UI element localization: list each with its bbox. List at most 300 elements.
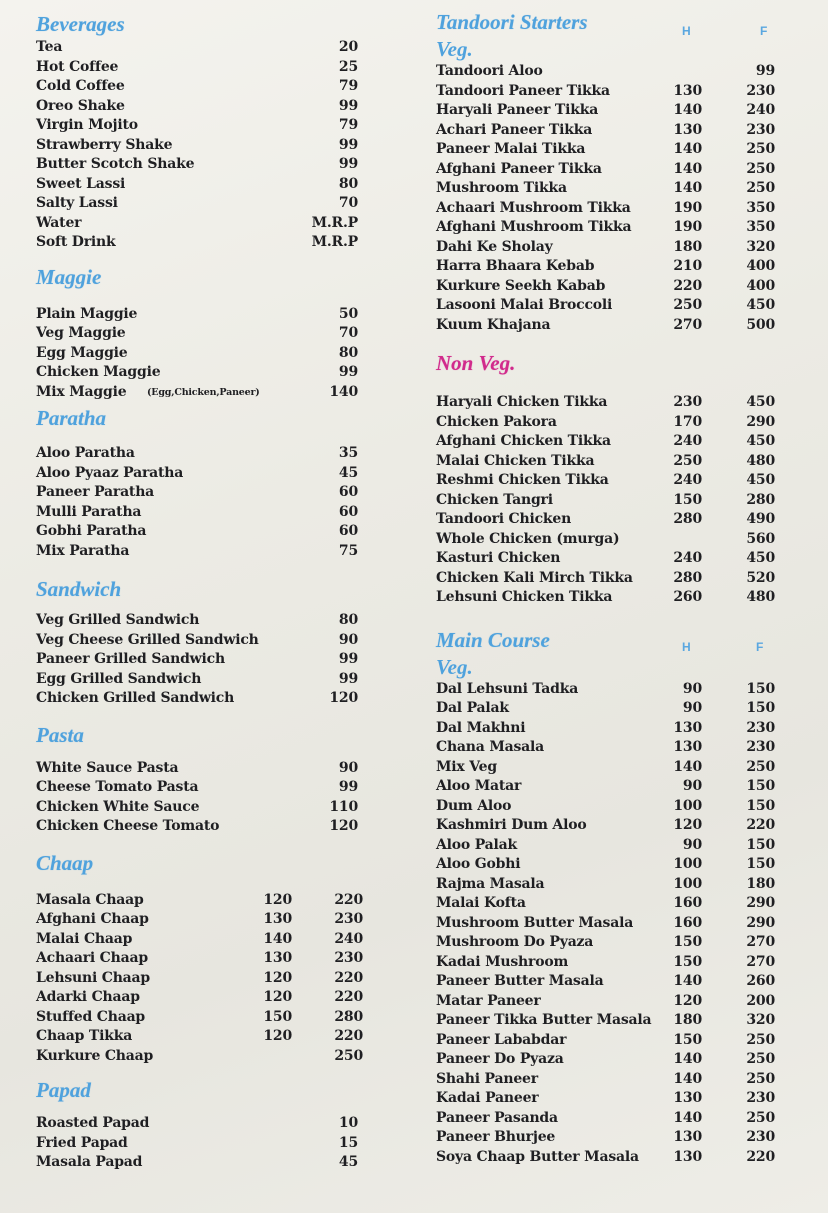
menu-item-name: Butter Scotch Shake	[36, 156, 195, 172]
menu-item-full-price: 240	[746, 102, 775, 118]
menu-item-price: 25	[338, 58, 358, 75]
sandwich-section	[36, 575, 366, 709]
menu-item-price: 120	[329, 818, 358, 834]
menu-item-name: White Sauce Pasta	[36, 759, 179, 776]
menu-item-full-price: 230	[746, 82, 775, 99]
menu-item-full-price: 230	[746, 739, 775, 755]
menu-item	[36, 214, 366, 234]
menu-item-half-price: 140	[673, 973, 702, 989]
menu-item-half-price: 130	[673, 1090, 702, 1106]
menu-item-half-price: 250	[673, 452, 702, 469]
menu-item-full-price: 250	[746, 141, 775, 157]
menu-item-name: Virgin Mojito	[36, 117, 138, 133]
menu-item-name: Paneer Paratha	[36, 484, 155, 500]
menu-item-full-price: 150	[746, 700, 775, 716]
menu-item	[436, 875, 781, 895]
menu-item-full-price: 450	[746, 297, 775, 313]
menu-item	[436, 471, 781, 491]
menu-item	[436, 1011, 781, 1031]
menu-item-half-price: 100	[673, 875, 702, 892]
section-title-chaap: Chaap	[36, 850, 94, 875]
menu-item-full-price: 290	[746, 895, 775, 911]
menu-item	[436, 1128, 781, 1148]
subsection-title-tandoori-veg: Veg.	[436, 37, 473, 61]
menu-item-full-price: 250	[746, 1070, 775, 1087]
menu-item-half-price: 150	[673, 491, 702, 508]
menu-item-full-price: 450	[746, 433, 775, 449]
menu-item-half-price: 140	[673, 160, 702, 177]
menu-item-half-price: 130	[263, 950, 292, 966]
menu-item-name: Shahi Paneer	[436, 1070, 538, 1087]
menu-item	[436, 432, 781, 452]
menu-item-full-price: 150	[746, 836, 775, 853]
menu-item	[36, 58, 366, 78]
menu-item-name: Masala Papad	[36, 1154, 143, 1170]
menu-item-price: 80	[338, 612, 358, 628]
menu-item-price: 45	[338, 464, 358, 481]
menu-item	[436, 972, 781, 992]
menu-item-name: Egg Grilled Sandwich	[36, 670, 202, 687]
menu-item-name: Paneer Malai Tikka	[436, 141, 586, 157]
menu-item-full-price: 230	[746, 1129, 775, 1145]
menu-item-name: Adarki Chaap	[36, 989, 140, 1005]
menu-item-name: Chana Masala	[436, 739, 545, 755]
menu-item-half-price: 130	[673, 1148, 702, 1165]
menu-item-full-price: 150	[746, 778, 775, 794]
section-title-sandwich: Sandwich	[36, 577, 122, 601]
menu-item	[436, 1050, 781, 1070]
menu-item-name: Veg Cheese Grilled Sandwich	[36, 631, 259, 648]
menu-item-price: 99	[338, 97, 358, 114]
menu-item-half-price: 90	[682, 836, 702, 853]
menu-item-name: Kurkure Chaap	[36, 1047, 154, 1064]
menu-item	[436, 160, 781, 180]
menu-item-name: Sweet Lassi	[36, 175, 126, 192]
menu-item-price: 99	[338, 670, 358, 687]
menu-item	[36, 631, 366, 651]
menu-item	[436, 836, 781, 856]
menu-item-name: Kadai Mushroom	[436, 953, 569, 970]
menu-item	[36, 798, 366, 818]
menu-item-full-price: 270	[746, 934, 775, 950]
menu-item-half-price: 240	[673, 472, 702, 488]
menu-item-price: 10	[338, 1115, 358, 1131]
menu-item	[36, 759, 366, 779]
menu-item-full-price: 180	[746, 875, 775, 892]
menu-item-name: Achaari Chaap	[36, 950, 148, 966]
menu-item-name: Mushroom Butter Masala	[436, 914, 634, 931]
menu-item-full-price: 490	[746, 511, 775, 527]
menu-item-half-price: 230	[673, 394, 702, 410]
menu-item-name: Reshmi Chicken Tikka	[436, 472, 609, 488]
menu-item	[36, 1047, 366, 1067]
menu-item-price: 99	[338, 156, 358, 172]
subsection-title-main-veg: Veg.	[436, 654, 473, 679]
menu-item-half-price: 140	[673, 141, 702, 157]
menu-item	[36, 969, 366, 989]
menu-item-price: 140	[329, 383, 358, 400]
menu-item-half-price: 120	[263, 989, 292, 1005]
section-title-pasta: Pasta	[36, 722, 84, 747]
menu-item-name: Aloo Pyaaz Paratha	[36, 464, 184, 481]
menu-item-name: Paneer Butter Masala	[436, 973, 604, 989]
menu-item-half-price: 180	[673, 1012, 702, 1028]
menu-item	[436, 1070, 781, 1090]
beverages-section	[36, 10, 366, 253]
menu-item	[36, 444, 366, 464]
menu-item-half-price: 130	[673, 82, 702, 99]
menu-item-full-price: 250	[746, 160, 775, 177]
menu-item	[36, 689, 366, 709]
menu-item-half-price: 150	[673, 1031, 702, 1048]
menu-item	[36, 988, 366, 1008]
menu-item-name: Paneer Do Pyaza	[436, 1051, 564, 1067]
menu-item	[436, 1109, 781, 1129]
menu-item-full-price: 150	[746, 856, 775, 872]
menu-item-name: Harra Bhaara Kebab	[436, 258, 595, 274]
menu-item	[436, 1089, 781, 1109]
menu-item-name: Paneer Pasanda	[436, 1109, 558, 1126]
menu-item	[36, 116, 366, 136]
menu-item-half-price: 120	[263, 891, 292, 908]
menu-item-full-price: 280	[334, 1008, 363, 1025]
menu-item-name: Paneer Grilled Sandwich	[36, 651, 225, 667]
menu-item-name: Chicken Kali Mirch Tikka	[436, 569, 633, 586]
menu-item	[36, 891, 366, 911]
section-title-main-course: Main Course	[436, 627, 550, 652]
menu-item-full-price: 230	[746, 719, 775, 736]
menu-item	[436, 101, 781, 121]
menu-item	[36, 778, 366, 798]
menu-item	[36, 233, 366, 253]
menu-item-name: Chicken Maggie	[36, 364, 161, 380]
menu-item	[436, 316, 781, 336]
menu-item-full-price: 260	[746, 973, 775, 989]
menu-item-name: Dahi Ke Sholay	[436, 238, 553, 255]
menu-item-name: Achari Paneer Tikka	[436, 121, 593, 138]
menu-item-price: 70	[338, 325, 358, 341]
menu-item-name: Malai Chicken Tikka	[436, 452, 595, 469]
menu-item	[436, 569, 781, 589]
menu-item-name: Tandoori Chicken	[436, 511, 572, 527]
menu-item-full-price: 480	[746, 452, 775, 469]
menu-item-name: Aloo Gobhi	[436, 856, 521, 872]
menu-item-name: Paneer Tikka Butter Masala	[436, 1012, 652, 1028]
menu-item-half-price: 140	[673, 1051, 702, 1067]
menu-item-name: Mix Paratha	[36, 542, 130, 559]
menu-item	[436, 914, 781, 934]
menu-item-name: Mushroom Tikka	[436, 180, 567, 196]
menu-item-name: Kurkure Seekh Kabab	[436, 277, 606, 294]
menu-item-half-price: 280	[673, 569, 702, 586]
menu-item-price: 90	[338, 631, 358, 648]
half-header: H	[682, 24, 691, 38]
menu-item-half-price: 130	[673, 719, 702, 736]
menu-item	[436, 738, 781, 758]
menu-item-price: 99	[338, 651, 358, 667]
menu-item-half-price: 120	[673, 817, 702, 833]
menu-item-name: Rajma Masala	[436, 875, 545, 892]
menu-item-name: Dum Aloo	[436, 797, 512, 814]
section-title-papad: Papad	[36, 1078, 91, 1102]
menu-item	[436, 855, 781, 875]
menu-item	[36, 542, 366, 562]
menu-item-full-price: 220	[334, 969, 363, 986]
menu-item-name: Afghani Chicken Tikka	[436, 433, 611, 449]
menu-item-price: M.R.P	[311, 214, 358, 231]
menu-item	[436, 699, 781, 719]
menu-item-price: 15	[338, 1134, 358, 1151]
menu-item	[36, 136, 366, 156]
menu-item-half-price: 240	[673, 433, 702, 449]
menu-item	[436, 238, 781, 258]
main-course-section	[436, 626, 781, 1168]
menu-item	[436, 530, 781, 550]
menu-item	[36, 1114, 366, 1134]
section-title-tandoori-starters: Tandoori Starters	[436, 10, 588, 34]
menu-item-name: Mushroom Do Pyaza	[436, 934, 594, 950]
menu-item	[36, 155, 366, 175]
menu-item-full-price: 220	[334, 891, 363, 908]
menu-item-price: 60	[338, 484, 358, 500]
menu-item-full-price: 99	[755, 63, 775, 79]
menu-item-name: Soft Drink	[36, 234, 116, 250]
menu-item-price: 60	[338, 523, 358, 539]
menu-item-price: 80	[338, 344, 358, 361]
main-half-header: H	[682, 639, 691, 654]
menu-item-name: Cold Coffee	[36, 78, 125, 94]
menu-item-price: 20	[338, 39, 358, 55]
menu-item-name: Lasooni Malai Broccoli	[436, 297, 613, 313]
menu-item	[36, 363, 366, 383]
menu-item-full-price: 230	[746, 121, 775, 138]
menu-item-full-price: 230	[746, 1090, 775, 1106]
menu-item-full-price: 500	[746, 316, 775, 333]
menu-item-note: (Egg,Chicken,Paneer)	[147, 386, 260, 398]
section-title-maggie: Maggie	[36, 264, 102, 289]
menu-item-name: Malai Kofta	[436, 895, 526, 911]
menu-item	[36, 483, 366, 503]
menu-item-price: 45	[338, 1154, 358, 1170]
menu-item	[36, 38, 366, 58]
menu-item-name: Mix Maggie	[36, 383, 127, 400]
menu-item-half-price: 90	[682, 778, 702, 794]
menu-item-name: Dal Makhni	[436, 719, 526, 736]
menu-item	[436, 1148, 781, 1168]
menu-item	[436, 1031, 781, 1051]
menu-item-half-price: 210	[673, 258, 702, 274]
menu-item-half-price: 260	[673, 589, 702, 605]
menu-item-half-price: 190	[673, 219, 702, 235]
menu-item-full-price: 200	[746, 992, 775, 1009]
menu-item	[36, 522, 366, 542]
menu-item-name: Haryali Paneer Tikka	[436, 102, 599, 118]
menu-item-name: Plain Maggie	[36, 305, 138, 322]
menu-item-full-price: 250	[334, 1047, 363, 1064]
menu-item-half-price: 280	[673, 511, 702, 527]
menu-item-name: Lehsuni Chicken Tikka	[436, 589, 613, 605]
menu-item-full-price: 400	[746, 277, 775, 294]
menu-item	[436, 953, 781, 973]
menu-item-name: Chicken Pakora	[436, 413, 557, 430]
menu-item-name: Aloo Matar	[436, 778, 522, 794]
menu-item-half-price: 170	[673, 413, 702, 430]
menu-item-full-price: 250	[746, 1051, 775, 1067]
menu-item-name: Chicken White Sauce	[36, 798, 200, 815]
main-full-header: F	[756, 639, 764, 654]
menu-item-name: Afghani Chaap	[36, 911, 149, 927]
menu-item-half-price: 120	[673, 992, 702, 1009]
menu-item	[436, 549, 781, 569]
menu-item-full-price: 450	[746, 472, 775, 488]
menu-item-price: 90	[338, 759, 358, 776]
menu-item-price: 79	[338, 117, 358, 133]
menu-item-name: Mulli Paratha	[36, 503, 142, 520]
chaap-section	[36, 849, 366, 1067]
menu-item-price: 75	[338, 542, 358, 559]
menu-item	[436, 491, 781, 511]
menu-item-half-price: 140	[673, 102, 702, 118]
menu-item-half-price: 140	[673, 1109, 702, 1126]
menu-item	[436, 296, 781, 316]
menu-item-half-price: 100	[673, 856, 702, 872]
menu-item-half-price: 150	[673, 953, 702, 970]
menu-item-name: Veg Maggie	[36, 325, 126, 341]
menu-item-name: Kadai Paneer	[436, 1090, 539, 1106]
menu-item-full-price: 220	[334, 989, 363, 1005]
menu-item-name: Tandoori Aloo	[436, 63, 543, 79]
paratha-section	[36, 404, 366, 561]
menu-item-full-price: 220	[746, 1148, 775, 1165]
menu-item-price: 99	[338, 364, 358, 380]
menu-item	[36, 910, 366, 930]
menu-item-name: Masala Chaap	[36, 891, 144, 908]
menu-item-half-price: 130	[263, 911, 292, 927]
menu-item-half-price: 120	[263, 1028, 292, 1044]
menu-item	[436, 680, 781, 700]
menu-item	[36, 817, 366, 837]
menu-item	[36, 464, 366, 484]
menu-item	[36, 1008, 366, 1028]
menu-item-full-price: 250	[746, 1031, 775, 1048]
menu-item	[36, 1027, 366, 1047]
menu-item-name: Tandoori Paneer Tikka	[436, 82, 610, 99]
menu-item-price: 99	[338, 136, 358, 153]
menu-item-price: 110	[329, 798, 358, 815]
full-header: F	[760, 24, 768, 38]
menu-item-price: 60	[338, 503, 358, 520]
menu-item	[436, 797, 781, 817]
menu-item	[436, 179, 781, 199]
menu-item-name: Chicken Grilled Sandwich	[36, 690, 235, 706]
menu-item-name: Fried Papad	[36, 1134, 128, 1151]
menu-item-full-price: 400	[746, 258, 775, 274]
menu-item	[436, 933, 781, 953]
menu-item-name: Kashmiri Dum Aloo	[436, 817, 587, 833]
menu-item-name: Cheese Tomato Pasta	[36, 779, 199, 795]
menu-item	[36, 324, 366, 344]
menu-item-name: Lehsuni Chaap	[36, 969, 151, 986]
menu-item-name: Stuffed Chaap	[36, 1008, 146, 1025]
menu-item-half-price: 180	[673, 238, 702, 255]
menu-item-full-price: 220	[334, 1028, 363, 1044]
menu-item-name: Aloo Palak	[436, 836, 518, 853]
menu-item-price: 80	[338, 175, 358, 192]
menu-item-price: 35	[338, 445, 358, 461]
menu-item	[36, 611, 366, 631]
menu-item-half-price: 140	[673, 180, 702, 196]
menu-item-name: Chaap Tikka	[36, 1028, 133, 1044]
menu-item-name: Tea	[36, 39, 63, 55]
menu-item-full-price: 480	[746, 589, 775, 605]
menu-item-full-price: 520	[746, 569, 775, 586]
menu-item-full-price: 230	[334, 950, 363, 966]
menu-item-name: Mix Veg	[436, 758, 497, 775]
menu-item-name: Dal Lehsuni Tadka	[436, 680, 579, 697]
menu-item-half-price: 190	[673, 199, 702, 216]
menu-item-price: 50	[338, 305, 358, 322]
menu-item	[36, 949, 366, 969]
menu-item-name: Haryali Chicken Tikka	[436, 394, 608, 410]
menu-item	[36, 670, 366, 690]
menu-item-half-price: 90	[682, 680, 702, 697]
papad-section	[36, 1076, 366, 1173]
menu-item-name: Oreo Shake	[36, 97, 125, 114]
menu-item	[436, 816, 781, 836]
subsection-title-tandoori-nonveg: Non Veg.	[436, 351, 516, 375]
menu-item	[436, 393, 781, 413]
menu-item-full-price: 320	[746, 1012, 775, 1028]
tandoori-starters-section	[436, 8, 781, 608]
menu-item	[436, 218, 781, 238]
menu-item-full-price: 350	[746, 219, 775, 235]
menu-item-name: Paneer Lababdar	[436, 1031, 567, 1048]
menu-item-full-price: 280	[746, 491, 775, 508]
menu-item-name: Strawberry Shake	[36, 136, 173, 153]
menu-item-name: Whole Chicken (murga)	[436, 530, 620, 547]
menu-item-full-price: 270	[746, 953, 775, 970]
menu-item-price: 99	[338, 779, 358, 795]
menu-item-name: Hot Coffee	[36, 58, 119, 75]
menu-item	[436, 82, 781, 102]
menu-item-full-price: 450	[746, 550, 775, 566]
menu-item-half-price: 130	[673, 121, 702, 138]
menu-item-price: 70	[338, 195, 358, 211]
menu-item-half-price: 160	[673, 914, 702, 931]
menu-item	[36, 930, 366, 950]
menu-item	[436, 758, 781, 778]
menu-item-name: Salty Lassi	[36, 195, 118, 211]
menu-item-name: Achaari Mushroom Tikka	[436, 199, 631, 216]
menu-item-full-price: 290	[746, 914, 775, 931]
menu-item-half-price: 130	[673, 1129, 702, 1145]
menu-item-name: Malai Chaap	[36, 930, 133, 947]
menu-item-price: M.R.P	[311, 234, 358, 250]
menu-item	[36, 97, 366, 117]
menu-item	[436, 121, 781, 141]
menu-item-half-price: 270	[673, 316, 702, 333]
menu-item	[36, 77, 366, 97]
menu-item-name: Kuum Khajana	[436, 316, 551, 333]
menu-item	[36, 344, 366, 364]
menu-item	[436, 277, 781, 297]
menu-item-full-price: 250	[746, 1109, 775, 1126]
menu-item	[36, 305, 366, 325]
menu-item-full-price: 250	[746, 758, 775, 775]
menu-item	[436, 452, 781, 472]
menu-item-name: Paneer Bhurjee	[436, 1129, 556, 1145]
menu-item-half-price: 250	[673, 297, 702, 313]
